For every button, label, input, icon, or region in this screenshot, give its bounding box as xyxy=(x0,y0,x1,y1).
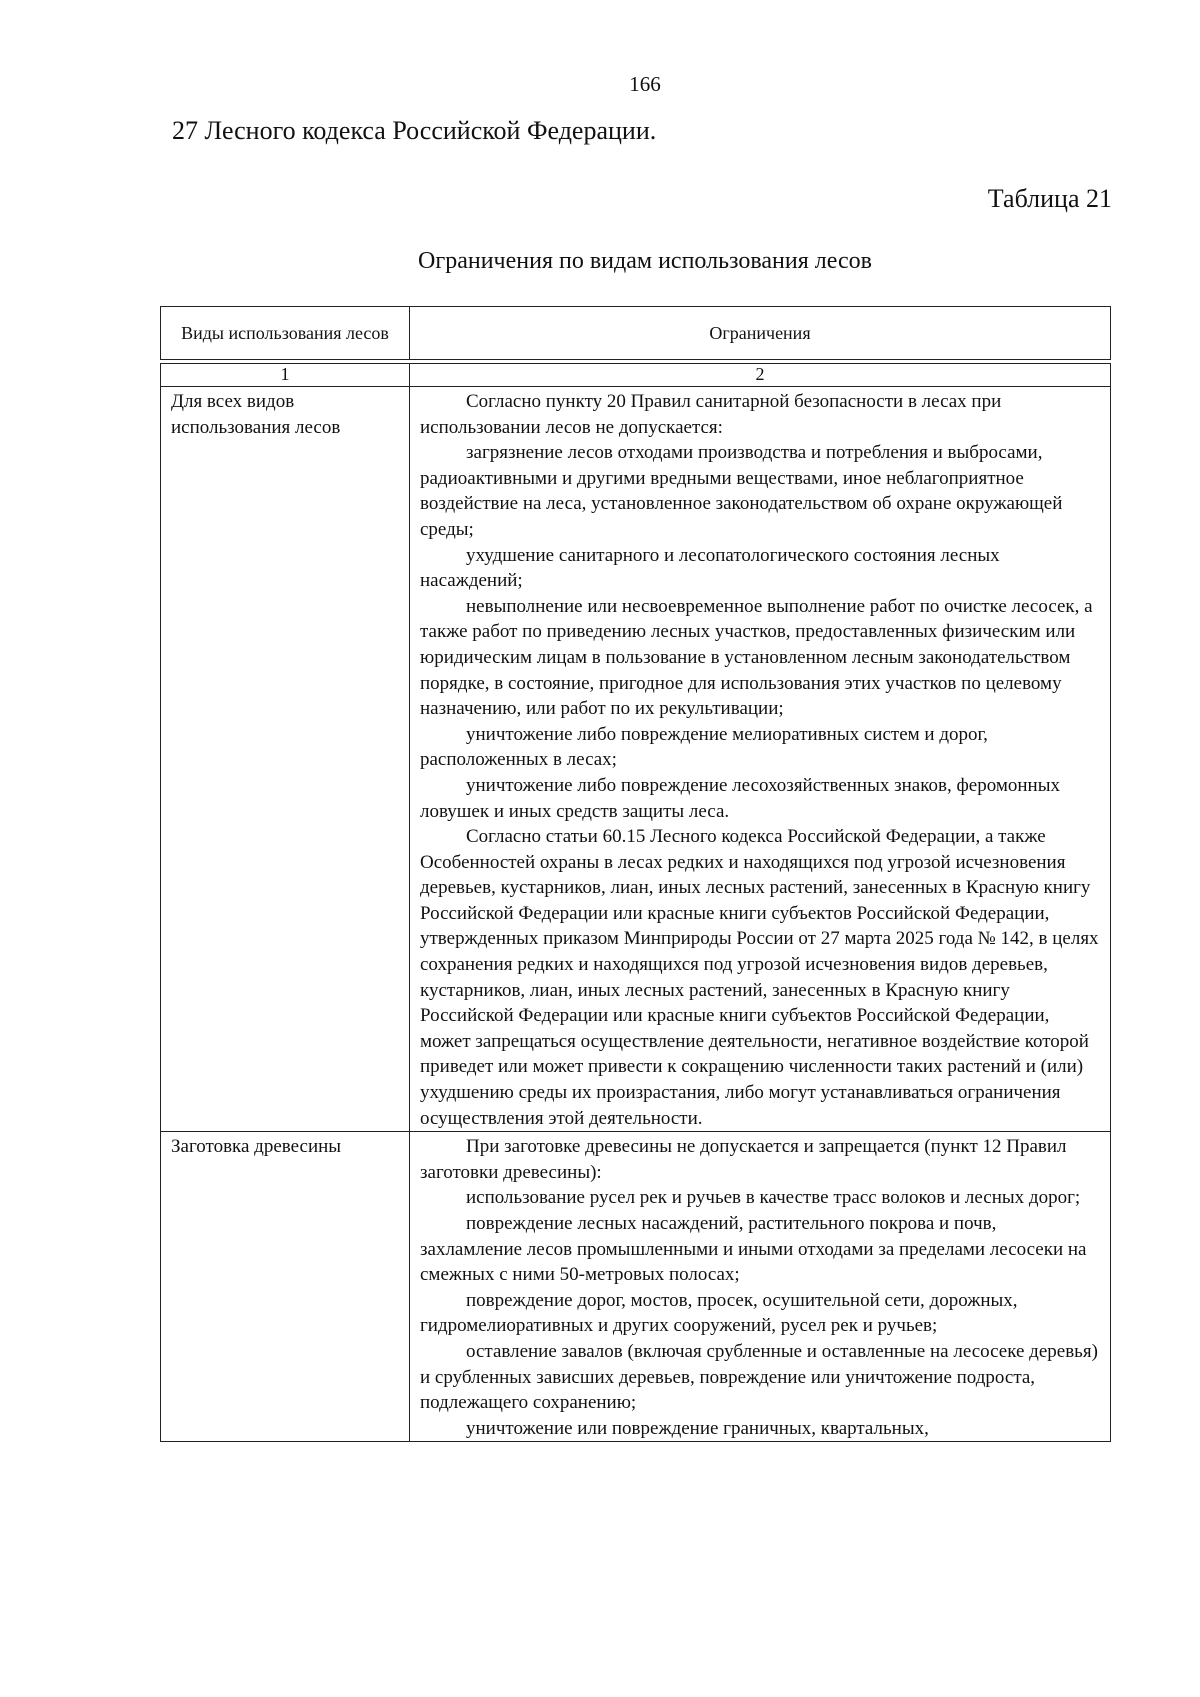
restrictions-table xyxy=(160,306,1111,1442)
column-number-1: 1 xyxy=(160,363,409,386)
table-row xyxy=(160,386,1111,1131)
table-header-row xyxy=(160,306,1111,359)
restriction-paragraph: ухудшение санитарного и лесопатологического состояния лесных насаждений; xyxy=(420,544,1000,592)
table-row xyxy=(160,1131,1111,1442)
continuation-text: 27 Лесного кодекса Российской Федерации. xyxy=(172,116,657,145)
restriction-paragraph: уничтожение или повреждение граничных, квартальных, xyxy=(466,1417,929,1439)
header-restrictions: Ограничения xyxy=(409,306,1111,359)
restriction-paragraph: При заготовке древесины не допускается и запрещается (пункт 12 Правил заготовки древесины): xyxy=(420,1136,1067,1183)
restriction-paragraph: уничтожение либо повреждение лесохозяйственных знаков, феромонных ловушек и иных средств защиты леса. xyxy=(420,774,1060,822)
restrictions-cell xyxy=(409,1131,1111,1442)
usage-type-cell: Заготовка древесины xyxy=(160,1131,409,1442)
restrictions-cell xyxy=(409,386,1111,1131)
restriction-paragraph: загрязнение лесов отходами производства и потребления и выбросами, радиоактивными и другими вредными веществами, иное неблагоприятное воздействие на леса, установленное законодательством об охране окружающей среды; xyxy=(420,442,1063,540)
restrictions-table-frame xyxy=(160,306,1111,1442)
page-number: 166 xyxy=(629,72,661,96)
restriction-paragraph: Согласно статьи 60.15 Лесного кодекса Российской Федерации, а также Особенностей охраны в лесах редких и находящихся под угрозой исчезновения деревьев, кустарников, лиан, иных лесных растений, занесенных в Красную книгу Российской Федерации или красные книги субъектов Российской Федерации, утвержденных приказом Минприроды России от 27 марта 2025 года № 142, в целях сохранения редких и находящихся под угрозой исчезновения видов деревьев, кустарников, лиан, иных лесных растений, занесенных в Красную книгу Российской Федерации или красные книги субъектов Российской Федерации, может запрещаться осуществление деятельности, негативное воздействие которой приведет или может привести к сокращению численности таких растений и (или) ухудшению среды их произрастания, либо могут устанавливаться ограничения осуществления этой деятельности. xyxy=(420,826,1099,1129)
restriction-paragraph: Согласно пункту 20 Правил санитарной безопасности в лесах при использовании лесов не допускается: xyxy=(420,391,1002,438)
restriction-paragraph: повреждение лесных насаждений, растительного покрова и почв, захламление лесов промышленными и иными отходами за пределами лесосеки на смежных с ними 50-метровых полосах; xyxy=(420,1213,1087,1286)
column-number-row xyxy=(160,363,1111,386)
restriction-paragraph: невыполнение или несвоевременное выполнение работ по очистке лесосек, а также работ по приведению лесных участков, предоставленных физическим или юридическим лицам в пользование в установленном лесным законодательством порядке, в состояние, пригодное для использования этих участков по целевому назначению, или работ по их рекультивации; xyxy=(420,595,1093,720)
column-number-2: 2 xyxy=(409,363,1111,386)
restriction-paragraph: оставление завалов (включая срубленные и оставленные на лесосеке деревья) и срубленных зависших деревьев, повреждение или уничтожение подроста, подлежащего сохранению; xyxy=(420,1340,1098,1414)
usage-type-cell: Для всех видов использования лесов xyxy=(160,386,409,1131)
restriction-paragraph: уничтожение либо повреждение мелиоративных систем и дорог, расположенных в лесах; xyxy=(420,723,988,771)
restriction-paragraph: повреждение дорог, мостов, просек, осушительной сети, дорожных, гидромелиоративных и других сооружений, русел рек и ручьев; xyxy=(420,1289,1018,1337)
header-usage-types: Виды использования лесов xyxy=(160,306,409,359)
restriction-paragraph: использование русел рек и ручьев в качестве трасс волоков и лесных дорог; xyxy=(466,1187,1081,1209)
table-title: Ограничения по видам использования лесов xyxy=(418,248,872,274)
table-label: Таблица 21 xyxy=(987,184,1112,213)
